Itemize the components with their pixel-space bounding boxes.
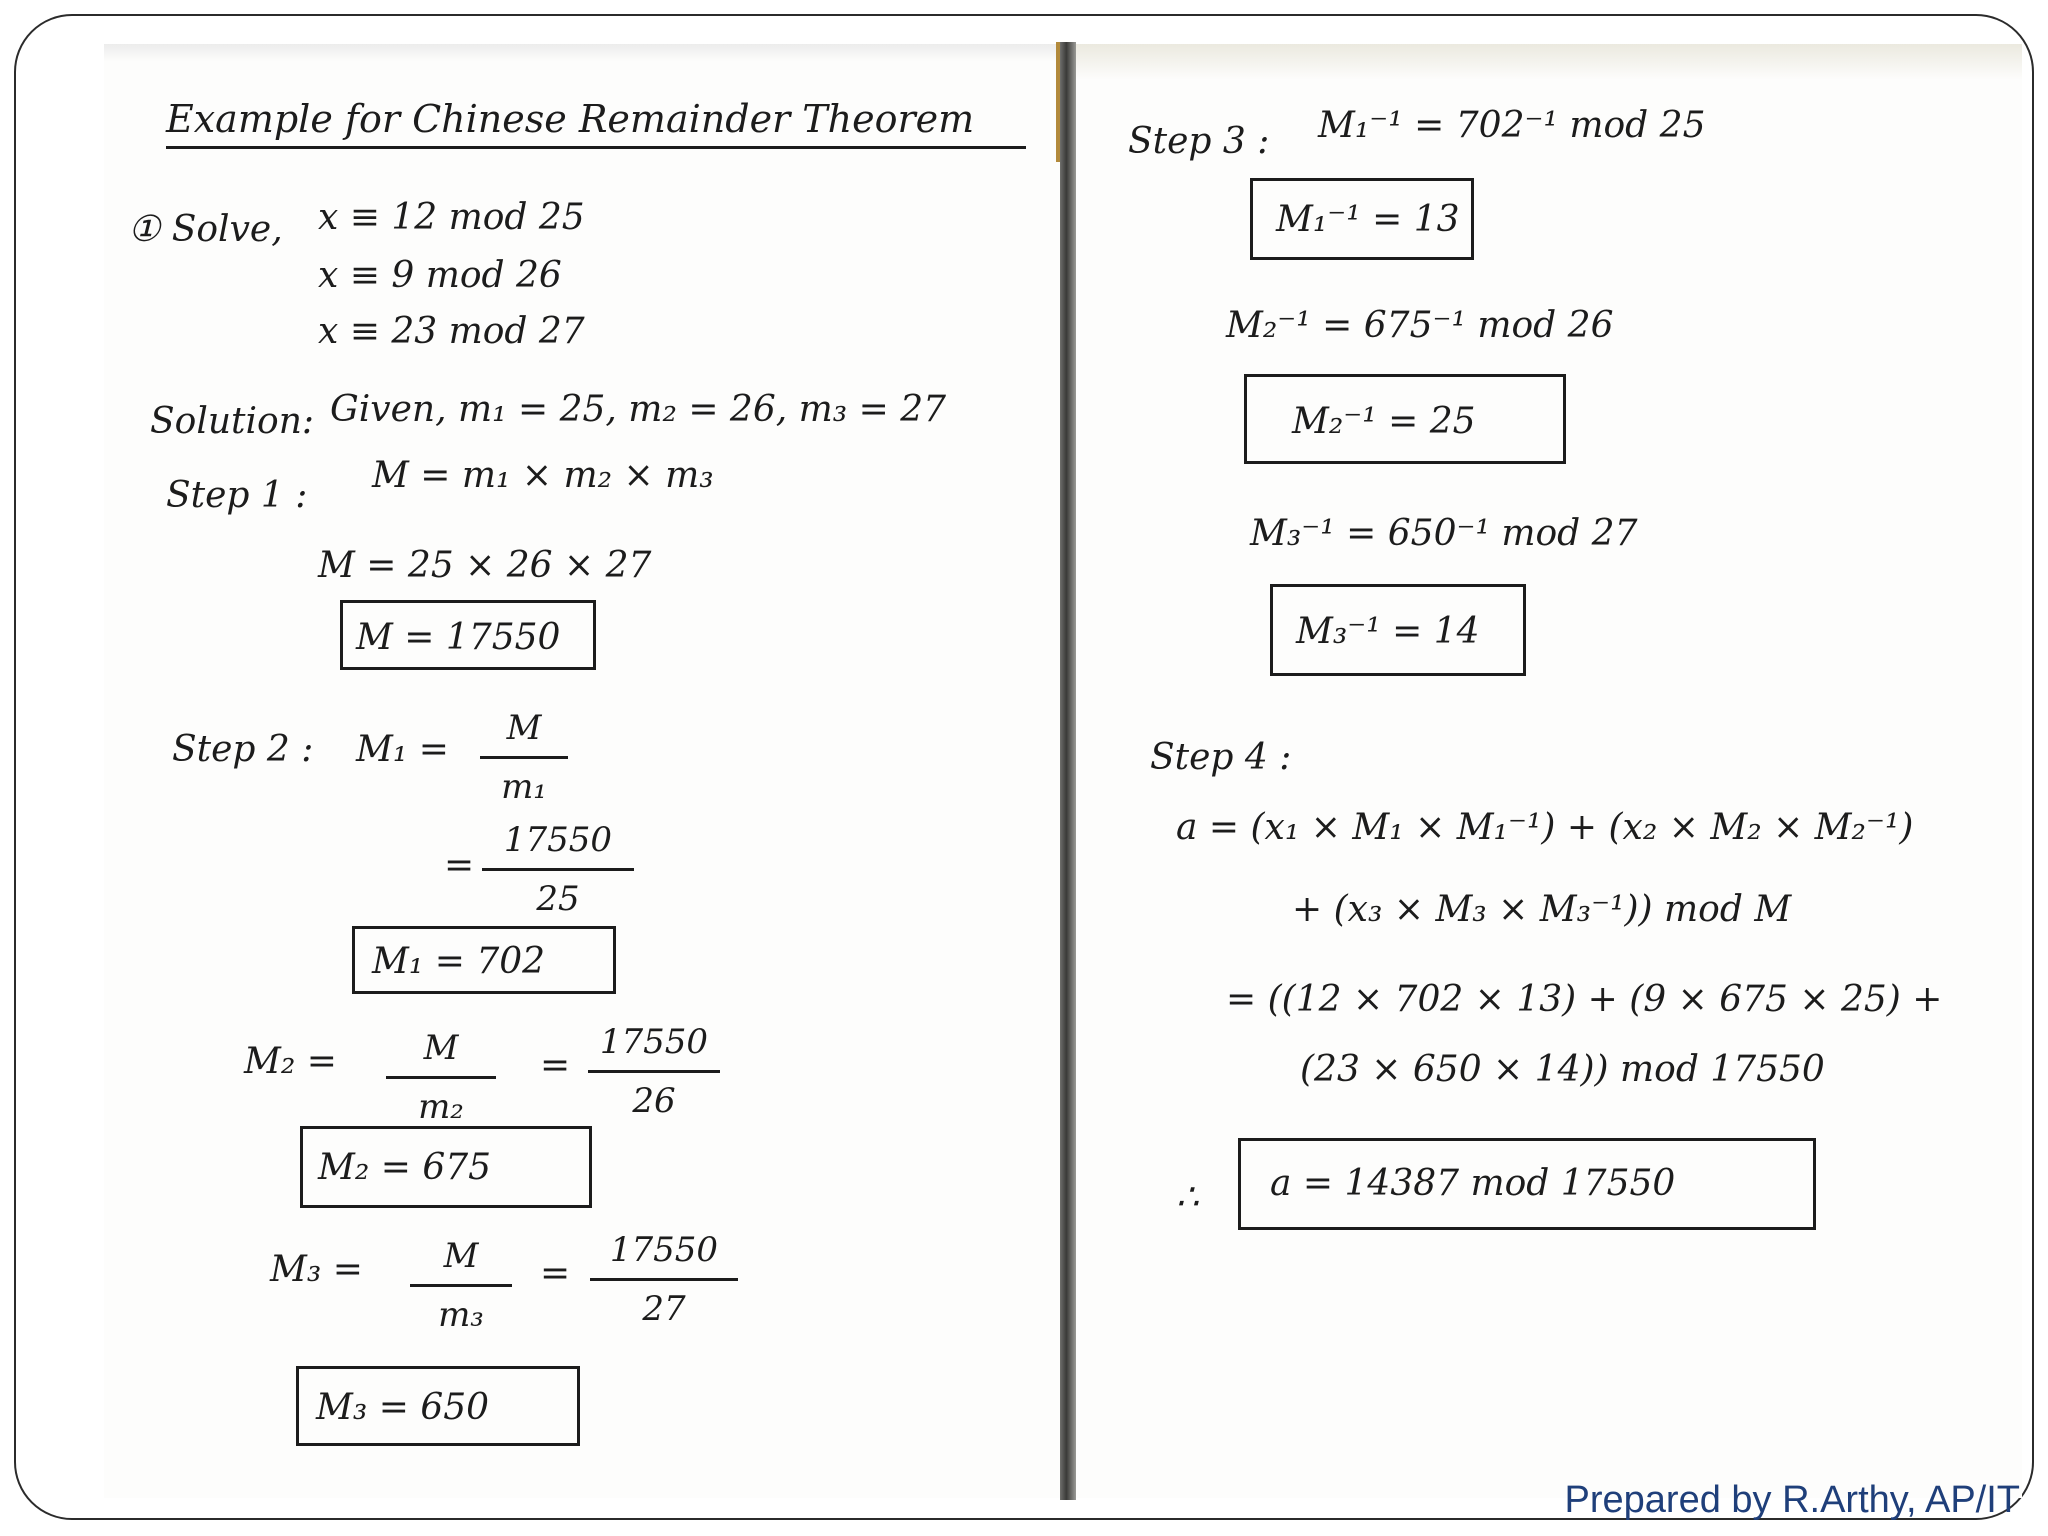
step4-line-3: = ((12 × 702 × 13) + (9 × 675 × 25) +: [1226, 979, 1943, 1020]
step3-inverse-2: M₂⁻¹ = 675⁻¹ mod 26: [1226, 305, 1614, 346]
m2-result: M₂ = 675: [318, 1147, 492, 1188]
m1-numerator: M: [506, 708, 542, 748]
problem-equation-2: x ≡ 9 mod 26: [318, 255, 562, 296]
m2-lhs: M₂ =: [244, 1041, 337, 1082]
m1-lhs: M₁ =: [356, 729, 449, 770]
m1-denominator: m₁: [501, 767, 547, 807]
m2-denominator-2: 26: [632, 1081, 676, 1121]
step1-result: M = 17550: [356, 617, 561, 658]
m2-fraction-bar: [386, 1076, 496, 1079]
title-underline: [166, 146, 1026, 149]
m3-fraction-bar: [410, 1284, 512, 1287]
step1-formula: M = m₁ × m₂ × m₃: [372, 455, 714, 496]
m2-fraction: [386, 1028, 496, 1127]
step4-line-4: (23 × 650 × 14)) mod 17550: [1300, 1049, 1825, 1090]
inv2-result: M₂⁻¹ = 25: [1292, 401, 1476, 442]
m3-fraction: [410, 1236, 512, 1335]
step1-calc: M = 25 × 26 × 27: [318, 545, 652, 586]
notebook-spine: [1060, 42, 1076, 1500]
step4-label: Step 4 :: [1150, 737, 1292, 778]
m3-equals: =: [540, 1253, 571, 1294]
step2-label: Step 2 :: [172, 729, 314, 770]
page-title: Example for Chinese Remainder Theorem: [166, 97, 975, 141]
problem-equation-1: x ≡ 12 mod 25: [318, 197, 585, 238]
m1-equals: =: [444, 845, 475, 886]
m3-fraction-bar-2: [590, 1278, 738, 1281]
m3-denominator-2: 27: [642, 1289, 686, 1329]
step4-line-2: + (x₃ × M₃ × M₃⁻¹)) mod M: [1292, 889, 1792, 930]
m1-denominator-2: 25: [536, 879, 580, 919]
step3-inverse-3: M₃⁻¹ = 650⁻¹ mod 27: [1250, 513, 1638, 554]
m1-fraction-bar: [480, 756, 568, 759]
problem-label: ① Solve,: [128, 209, 283, 250]
m3-result: M₃ = 650: [316, 1387, 490, 1428]
m3-numerator-2: 17550: [609, 1230, 719, 1270]
step4-line-1: a = (x₁ × M₁ × M₁⁻¹) + (x₂ × M₂ × M₂⁻¹): [1176, 807, 1914, 848]
notebook-page-left: [104, 44, 1062, 1498]
step3-label: Step 3 :: [1128, 121, 1270, 162]
final-answer: a = 14387 mod 17550: [1270, 1163, 1676, 1204]
m3-lhs: M₃ =: [270, 1249, 363, 1290]
m1-fraction: [480, 708, 568, 807]
m2-numerator-2: 17550: [599, 1022, 709, 1062]
m1-numerator-2: 17550: [503, 820, 613, 860]
therefore-symbol: ∴: [1176, 1177, 1199, 1218]
inv3-result: M₃⁻¹ = 14: [1296, 611, 1480, 652]
inv1-result: M₁⁻¹ = 13: [1276, 199, 1460, 240]
step3-inverse-1: M₁⁻¹ = 702⁻¹ mod 25: [1318, 105, 1706, 146]
m3-fraction-2: [590, 1230, 738, 1329]
m1-fraction-bar-2: [482, 868, 634, 871]
m2-equals: =: [540, 1045, 571, 1086]
problem-equation-3: x ≡ 23 mod 27: [318, 311, 585, 352]
m2-fraction-2: [588, 1022, 720, 1121]
solution-label: Solution:: [150, 401, 315, 442]
m2-numerator: M: [423, 1028, 459, 1068]
given-line: Given, m₁ = 25, m₂ = 26, m₃ = 27: [330, 389, 947, 430]
m3-denominator: m₃: [438, 1295, 484, 1335]
step1-label: Step 1 :: [166, 475, 308, 516]
m1-result: M₁ = 702: [372, 941, 546, 982]
m2-fraction-bar-2: [588, 1070, 720, 1073]
m3-numerator: M: [443, 1236, 479, 1276]
footer-credit: Prepared by R.Arthy, AP/IT: [1564, 1479, 2020, 1521]
m2-denominator: m₂: [418, 1087, 464, 1127]
m1-fraction-2: [482, 820, 634, 919]
notebook-spine-edge: [1056, 42, 1060, 162]
